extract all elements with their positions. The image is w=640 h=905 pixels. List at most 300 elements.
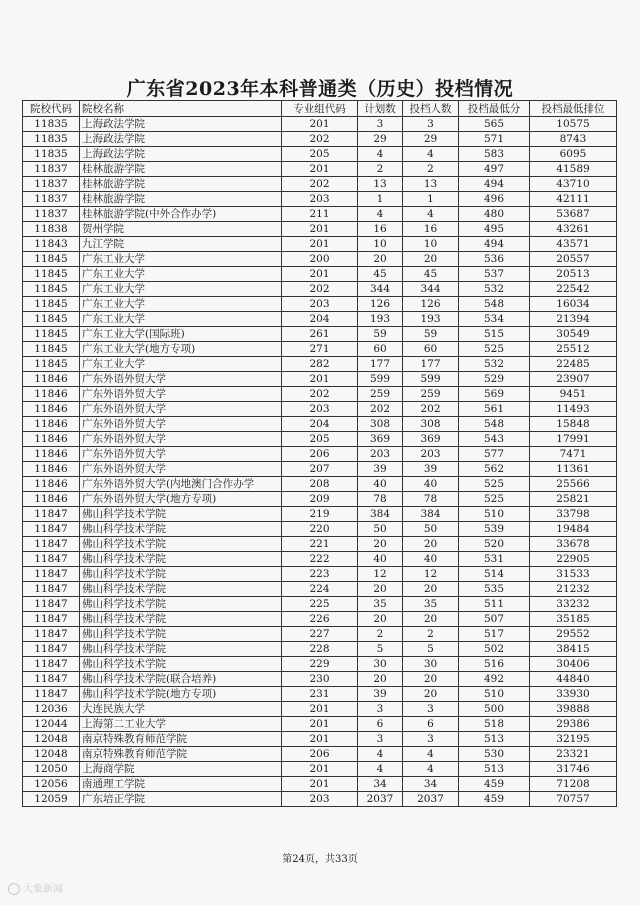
table-cell: 534	[459, 312, 530, 327]
table-cell: 2	[403, 162, 459, 177]
table-cell: 29552	[530, 627, 617, 642]
table-row	[23, 192, 617, 207]
table-cell: 21232	[530, 582, 617, 597]
table-cell: 10575	[530, 117, 617, 132]
table-cell: 上海商学院	[80, 762, 282, 777]
table-cell: 78	[403, 492, 459, 507]
table-cell: 261	[282, 327, 358, 342]
table-cell: 59	[358, 327, 403, 342]
table-cell: 209	[282, 492, 358, 507]
table-row	[23, 642, 617, 657]
table-row	[23, 342, 617, 357]
table-cell: 11846	[23, 417, 80, 432]
table-cell: 4	[358, 207, 403, 222]
table-row	[23, 432, 617, 447]
table-cell: 2	[358, 627, 403, 642]
table-cell: 219	[282, 507, 358, 522]
table-cell: 广东外语外贸大学	[80, 432, 282, 447]
table-row	[23, 372, 617, 387]
table-cell: 南京特殊教育师范学院	[80, 732, 282, 747]
table-cell: 459	[459, 792, 530, 807]
table-cell: 广东工业大学	[80, 252, 282, 267]
table-cell: 537	[459, 267, 530, 282]
table-cell: 222	[282, 552, 358, 567]
table-row	[23, 402, 617, 417]
table-cell: 11845	[23, 297, 80, 312]
table-cell: 206	[282, 747, 358, 762]
table-cell: 10	[358, 237, 403, 252]
table-cell: 12044	[23, 717, 80, 732]
table-cell: 39	[358, 687, 403, 702]
table-cell: 11847	[23, 627, 80, 642]
table-cell: 4	[403, 747, 459, 762]
table-row	[23, 717, 617, 732]
table-cell: 78	[358, 492, 403, 507]
table-cell: 344	[358, 282, 403, 297]
table-cell: 43710	[530, 177, 617, 192]
table-cell: 11846	[23, 462, 80, 477]
table-cell: 9451	[530, 387, 617, 402]
table-cell: 2	[403, 627, 459, 642]
table-row	[23, 567, 617, 582]
table-cell: 561	[459, 402, 530, 417]
table-cell: 177	[403, 357, 459, 372]
table-cell: 31746	[530, 762, 617, 777]
table-cell: 201	[282, 162, 358, 177]
table-cell: 220	[282, 522, 358, 537]
table-row	[23, 282, 617, 297]
table-cell: 211	[282, 207, 358, 222]
table-row	[23, 297, 617, 312]
table-cell: 12036	[23, 702, 80, 717]
table-row	[23, 747, 617, 762]
table-row	[23, 177, 617, 192]
table-row	[23, 507, 617, 522]
table-cell: 20	[403, 252, 459, 267]
table-cell: 22485	[530, 357, 617, 372]
table-cell: 201	[282, 237, 358, 252]
table-cell: 4	[403, 762, 459, 777]
table-cell: 6	[358, 717, 403, 732]
table-cell: 496	[459, 192, 530, 207]
table-cell: 41589	[530, 162, 617, 177]
header-cell: 院校名称	[80, 101, 282, 117]
table-cell: 佛山科学技术学院	[80, 642, 282, 657]
table-cell: 226	[282, 612, 358, 627]
table-cell: 20	[358, 582, 403, 597]
table-cell: 20	[358, 672, 403, 687]
table-cell: 2037	[358, 792, 403, 807]
table-cell: 531	[459, 552, 530, 567]
table-cell: 贺州学院	[80, 222, 282, 237]
table-cell: 25566	[530, 477, 617, 492]
table-cell: 480	[459, 207, 530, 222]
table-cell: 11845	[23, 282, 80, 297]
table-body	[23, 117, 617, 807]
table-cell: 11847	[23, 657, 80, 672]
table-cell: 344	[403, 282, 459, 297]
table-row	[23, 657, 617, 672]
table-cell: 桂林旅游学院	[80, 162, 282, 177]
table-cell: 上海第二工业大学	[80, 717, 282, 732]
table-row	[23, 447, 617, 462]
table-cell: 33232	[530, 597, 617, 612]
table-cell: 5	[403, 642, 459, 657]
table-cell: 6095	[530, 147, 617, 162]
table-cell: 12	[358, 567, 403, 582]
table-cell: 佛山科学技术学院	[80, 612, 282, 627]
table-cell: 30406	[530, 657, 617, 672]
table-cell: 126	[358, 297, 403, 312]
table-cell: 3	[358, 732, 403, 747]
table-cell: 200	[282, 252, 358, 267]
table-cell: 494	[459, 177, 530, 192]
table-cell: 5	[358, 642, 403, 657]
table-cell: 南通理工学院	[80, 777, 282, 792]
table-cell: 543	[459, 432, 530, 447]
table-cell: 佛山科学技术学院	[80, 657, 282, 672]
header-cell: 投档最低分	[459, 101, 530, 117]
table-cell: 32195	[530, 732, 617, 747]
table-cell: 39	[358, 462, 403, 477]
table-cell: 4	[403, 147, 459, 162]
table-cell: 515	[459, 327, 530, 342]
table-cell: 佛山科学技术学院	[80, 627, 282, 642]
table-cell: 11847	[23, 582, 80, 597]
table-cell: 562	[459, 462, 530, 477]
table-cell: 广东外语外贸大学	[80, 447, 282, 462]
table-row	[23, 582, 617, 597]
table-cell: 九江学院	[80, 237, 282, 252]
table-cell: 70757	[530, 792, 617, 807]
table-cell: 16	[403, 222, 459, 237]
table-cell: 3	[403, 732, 459, 747]
table-cell: 20	[403, 687, 459, 702]
table-cell: 224	[282, 582, 358, 597]
table-cell: 21394	[530, 312, 617, 327]
table-cell: 22905	[530, 552, 617, 567]
table-cell: 599	[358, 372, 403, 387]
table-cell: 39888	[530, 702, 617, 717]
table-cell: 583	[459, 147, 530, 162]
table-cell: 495	[459, 222, 530, 237]
table-row	[23, 357, 617, 372]
table-cell: 11846	[23, 402, 80, 417]
table-cell: 536	[459, 252, 530, 267]
table-cell: 599	[403, 372, 459, 387]
table-cell: 308	[358, 417, 403, 432]
table-cell: 广东外语外贸大学	[80, 372, 282, 387]
table-row	[23, 147, 617, 162]
table-cell: 59	[403, 327, 459, 342]
table-cell: 16034	[530, 297, 617, 312]
table-cell: 510	[459, 507, 530, 522]
table-cell: 广东工业大学	[80, 297, 282, 312]
table-cell: 3	[358, 702, 403, 717]
table-cell: 532	[459, 282, 530, 297]
table-cell: 20	[403, 672, 459, 687]
table-cell: 11845	[23, 312, 80, 327]
table-cell: 佛山科学技术学院	[80, 537, 282, 552]
table-cell: 11847	[23, 642, 80, 657]
table-cell: 11846	[23, 372, 80, 387]
table-cell: 40	[358, 477, 403, 492]
table-row	[23, 522, 617, 537]
header-cell: 院校代码	[23, 101, 80, 117]
table-cell: 29	[403, 132, 459, 147]
table-cell: 11843	[23, 237, 80, 252]
table-cell: 30	[403, 657, 459, 672]
table-cell: 4	[358, 147, 403, 162]
table-cell: 230	[282, 672, 358, 687]
table-cell: 佛山科学技术学院	[80, 507, 282, 522]
table-cell: 19484	[530, 522, 617, 537]
table-cell: 271	[282, 342, 358, 357]
table-row	[23, 267, 617, 282]
table-cell: 11845	[23, 327, 80, 342]
table-cell: 207	[282, 462, 358, 477]
table-row	[23, 732, 617, 747]
table-cell: 12048	[23, 732, 80, 747]
table-cell: 39	[403, 462, 459, 477]
table-cell: 11847	[23, 567, 80, 582]
table-cell: 510	[459, 687, 530, 702]
table-cell: 12048	[23, 747, 80, 762]
table-cell: 1	[358, 192, 403, 207]
table-cell: 广东外语外贸大学(地方专项)	[80, 492, 282, 507]
table-cell: 桂林旅游学院(中外合作办学)	[80, 207, 282, 222]
table-cell: 201	[282, 732, 358, 747]
table-cell: 11847	[23, 612, 80, 627]
table-cell: 516	[459, 657, 530, 672]
table-row	[23, 477, 617, 492]
table-row	[23, 462, 617, 477]
table-cell: 11847	[23, 537, 80, 552]
table-cell: 203	[282, 297, 358, 312]
table-cell: 30	[358, 657, 403, 672]
table-cell: 204	[282, 417, 358, 432]
table-row	[23, 162, 617, 177]
table-cell: 25821	[530, 492, 617, 507]
watermark-logo-icon	[8, 883, 20, 895]
table-cell: 529	[459, 372, 530, 387]
table-cell: 11847	[23, 597, 80, 612]
table-cell: 11837	[23, 162, 80, 177]
admission-table	[22, 100, 617, 807]
table-cell: 15848	[530, 417, 617, 432]
table-row	[23, 612, 617, 627]
table-cell: 16	[358, 222, 403, 237]
table-cell: 13	[358, 177, 403, 192]
table-cell: 33930	[530, 687, 617, 702]
table-cell: 201	[282, 717, 358, 732]
table-cell: 广东外语外贸大学	[80, 417, 282, 432]
table-cell: 60	[403, 342, 459, 357]
table-cell: 571	[459, 132, 530, 147]
table-cell: 12059	[23, 792, 80, 807]
table-cell: 208	[282, 477, 358, 492]
table-cell: 11493	[530, 402, 617, 417]
table-cell: 33678	[530, 537, 617, 552]
watermark	[8, 880, 63, 895]
table-cell: 193	[403, 312, 459, 327]
table-cell: 11845	[23, 267, 80, 282]
table-cell: 11837	[23, 177, 80, 192]
table-cell: 204	[282, 312, 358, 327]
table-cell: 7471	[530, 447, 617, 462]
table-cell: 231	[282, 687, 358, 702]
table-cell: 514	[459, 567, 530, 582]
table-cell: 广东外语外贸大学	[80, 402, 282, 417]
table-cell: 佛山科学技术学院(地方专项)	[80, 687, 282, 702]
table-row	[23, 237, 617, 252]
table-row	[23, 597, 617, 612]
watermark-text: 大象新闻	[23, 884, 63, 895]
table-cell: 517	[459, 627, 530, 642]
table-cell: 佛山科学技术学院	[80, 522, 282, 537]
table-cell: 3	[358, 117, 403, 132]
table-cell: 206	[282, 447, 358, 462]
table-cell: 29	[358, 132, 403, 147]
table-row	[23, 672, 617, 687]
table-row	[23, 222, 617, 237]
table-cell: 225	[282, 597, 358, 612]
table-cell: 4	[358, 762, 403, 777]
table-cell: 11846	[23, 492, 80, 507]
table-cell: 525	[459, 477, 530, 492]
table-cell: 201	[282, 762, 358, 777]
table-row	[23, 387, 617, 402]
table-cell: 34	[403, 777, 459, 792]
table-cell: 广东外语外贸大学	[80, 387, 282, 402]
table-cell: 11838	[23, 222, 80, 237]
table-cell: 12050	[23, 762, 80, 777]
table-cell: 25512	[530, 342, 617, 357]
table-cell: 11847	[23, 687, 80, 702]
table-cell: 11835	[23, 147, 80, 162]
table-cell: 广东工业大学(国际班)	[80, 327, 282, 342]
table-cell: 11847	[23, 672, 80, 687]
table-cell: 8743	[530, 132, 617, 147]
table-cell: 530	[459, 747, 530, 762]
table-cell: 上海政法学院	[80, 117, 282, 132]
table-cell: 11845	[23, 357, 80, 372]
table-cell: 201	[282, 777, 358, 792]
table-cell: 桂林旅游学院	[80, 192, 282, 207]
table-cell: 259	[403, 387, 459, 402]
table-cell: 广东工业大学	[80, 267, 282, 282]
table-cell: 11361	[530, 462, 617, 477]
table-cell: 2037	[403, 792, 459, 807]
table-cell: 53687	[530, 207, 617, 222]
table-row	[23, 207, 617, 222]
table-cell: 20513	[530, 267, 617, 282]
table-cell: 500	[459, 702, 530, 717]
table-cell: 33798	[530, 507, 617, 522]
table-cell: 202	[282, 282, 358, 297]
table-cell: 203	[282, 192, 358, 207]
table-cell: 23907	[530, 372, 617, 387]
table-cell: 40	[358, 552, 403, 567]
table-cell: 518	[459, 717, 530, 732]
table-cell: 广东工业大学(地方专项)	[80, 342, 282, 357]
table-cell: 513	[459, 762, 530, 777]
table-cell: 202	[282, 132, 358, 147]
table-cell: 佛山科学技术学院	[80, 567, 282, 582]
table-cell: 12	[403, 567, 459, 582]
table-cell: 201	[282, 222, 358, 237]
table-cell: 35	[403, 597, 459, 612]
table-cell: 384	[403, 507, 459, 522]
table-cell: 10	[403, 237, 459, 252]
table-cell: 20	[358, 537, 403, 552]
table-cell: 11846	[23, 387, 80, 402]
table-cell: 203	[282, 402, 358, 417]
table-cell: 34	[358, 777, 403, 792]
table-cell: 11846	[23, 432, 80, 447]
table-cell: 221	[282, 537, 358, 552]
table-cell: 205	[282, 432, 358, 447]
page-title: 广东省2023年本科普通类（历史）投档情况	[126, 78, 514, 100]
table-row	[23, 702, 617, 717]
table-cell: 30549	[530, 327, 617, 342]
page-number: 第24页，共33页	[282, 854, 358, 865]
table-cell: 22542	[530, 282, 617, 297]
table-cell: 佛山科学技术学院	[80, 597, 282, 612]
table-cell: 4	[358, 747, 403, 762]
table-cell: 20	[358, 252, 403, 267]
table-cell: 3	[403, 702, 459, 717]
table-cell: 31533	[530, 567, 617, 582]
table-cell: 11835	[23, 132, 80, 147]
table-cell: 308	[403, 417, 459, 432]
table-cell: 535	[459, 582, 530, 597]
table-cell: 4	[403, 207, 459, 222]
table-cell: 202	[403, 402, 459, 417]
table-cell: 50	[358, 522, 403, 537]
table-cell: 35185	[530, 612, 617, 627]
table-cell: 44840	[530, 672, 617, 687]
table-cell: 11846	[23, 477, 80, 492]
table-cell: 525	[459, 492, 530, 507]
table-row	[23, 777, 617, 792]
table-cell: 广东培正学院	[80, 792, 282, 807]
table-cell: 40	[403, 477, 459, 492]
table-cell: 20557	[530, 252, 617, 267]
table-cell: 佛山科学技术学院	[80, 582, 282, 597]
table-cell: 上海政法学院	[80, 147, 282, 162]
table-cell: 548	[459, 297, 530, 312]
table-cell: 大连民族大学	[80, 702, 282, 717]
table-cell: 23321	[530, 747, 617, 762]
table-cell: 12056	[23, 777, 80, 792]
table-cell: 11845	[23, 252, 80, 267]
table-cell: 35	[358, 597, 403, 612]
table-cell: 17991	[530, 432, 617, 447]
table-cell: 126	[403, 297, 459, 312]
table-cell: 3	[403, 117, 459, 132]
header-cell: 投档人数	[403, 101, 459, 117]
table-cell: 1	[403, 192, 459, 207]
table-cell: 40	[403, 552, 459, 567]
table-row	[23, 792, 617, 807]
table-cell: 513	[459, 732, 530, 747]
table-cell: 60	[358, 342, 403, 357]
table-row	[23, 687, 617, 702]
table-cell: 369	[403, 432, 459, 447]
table-cell: 43261	[530, 222, 617, 237]
table-row	[23, 132, 617, 147]
